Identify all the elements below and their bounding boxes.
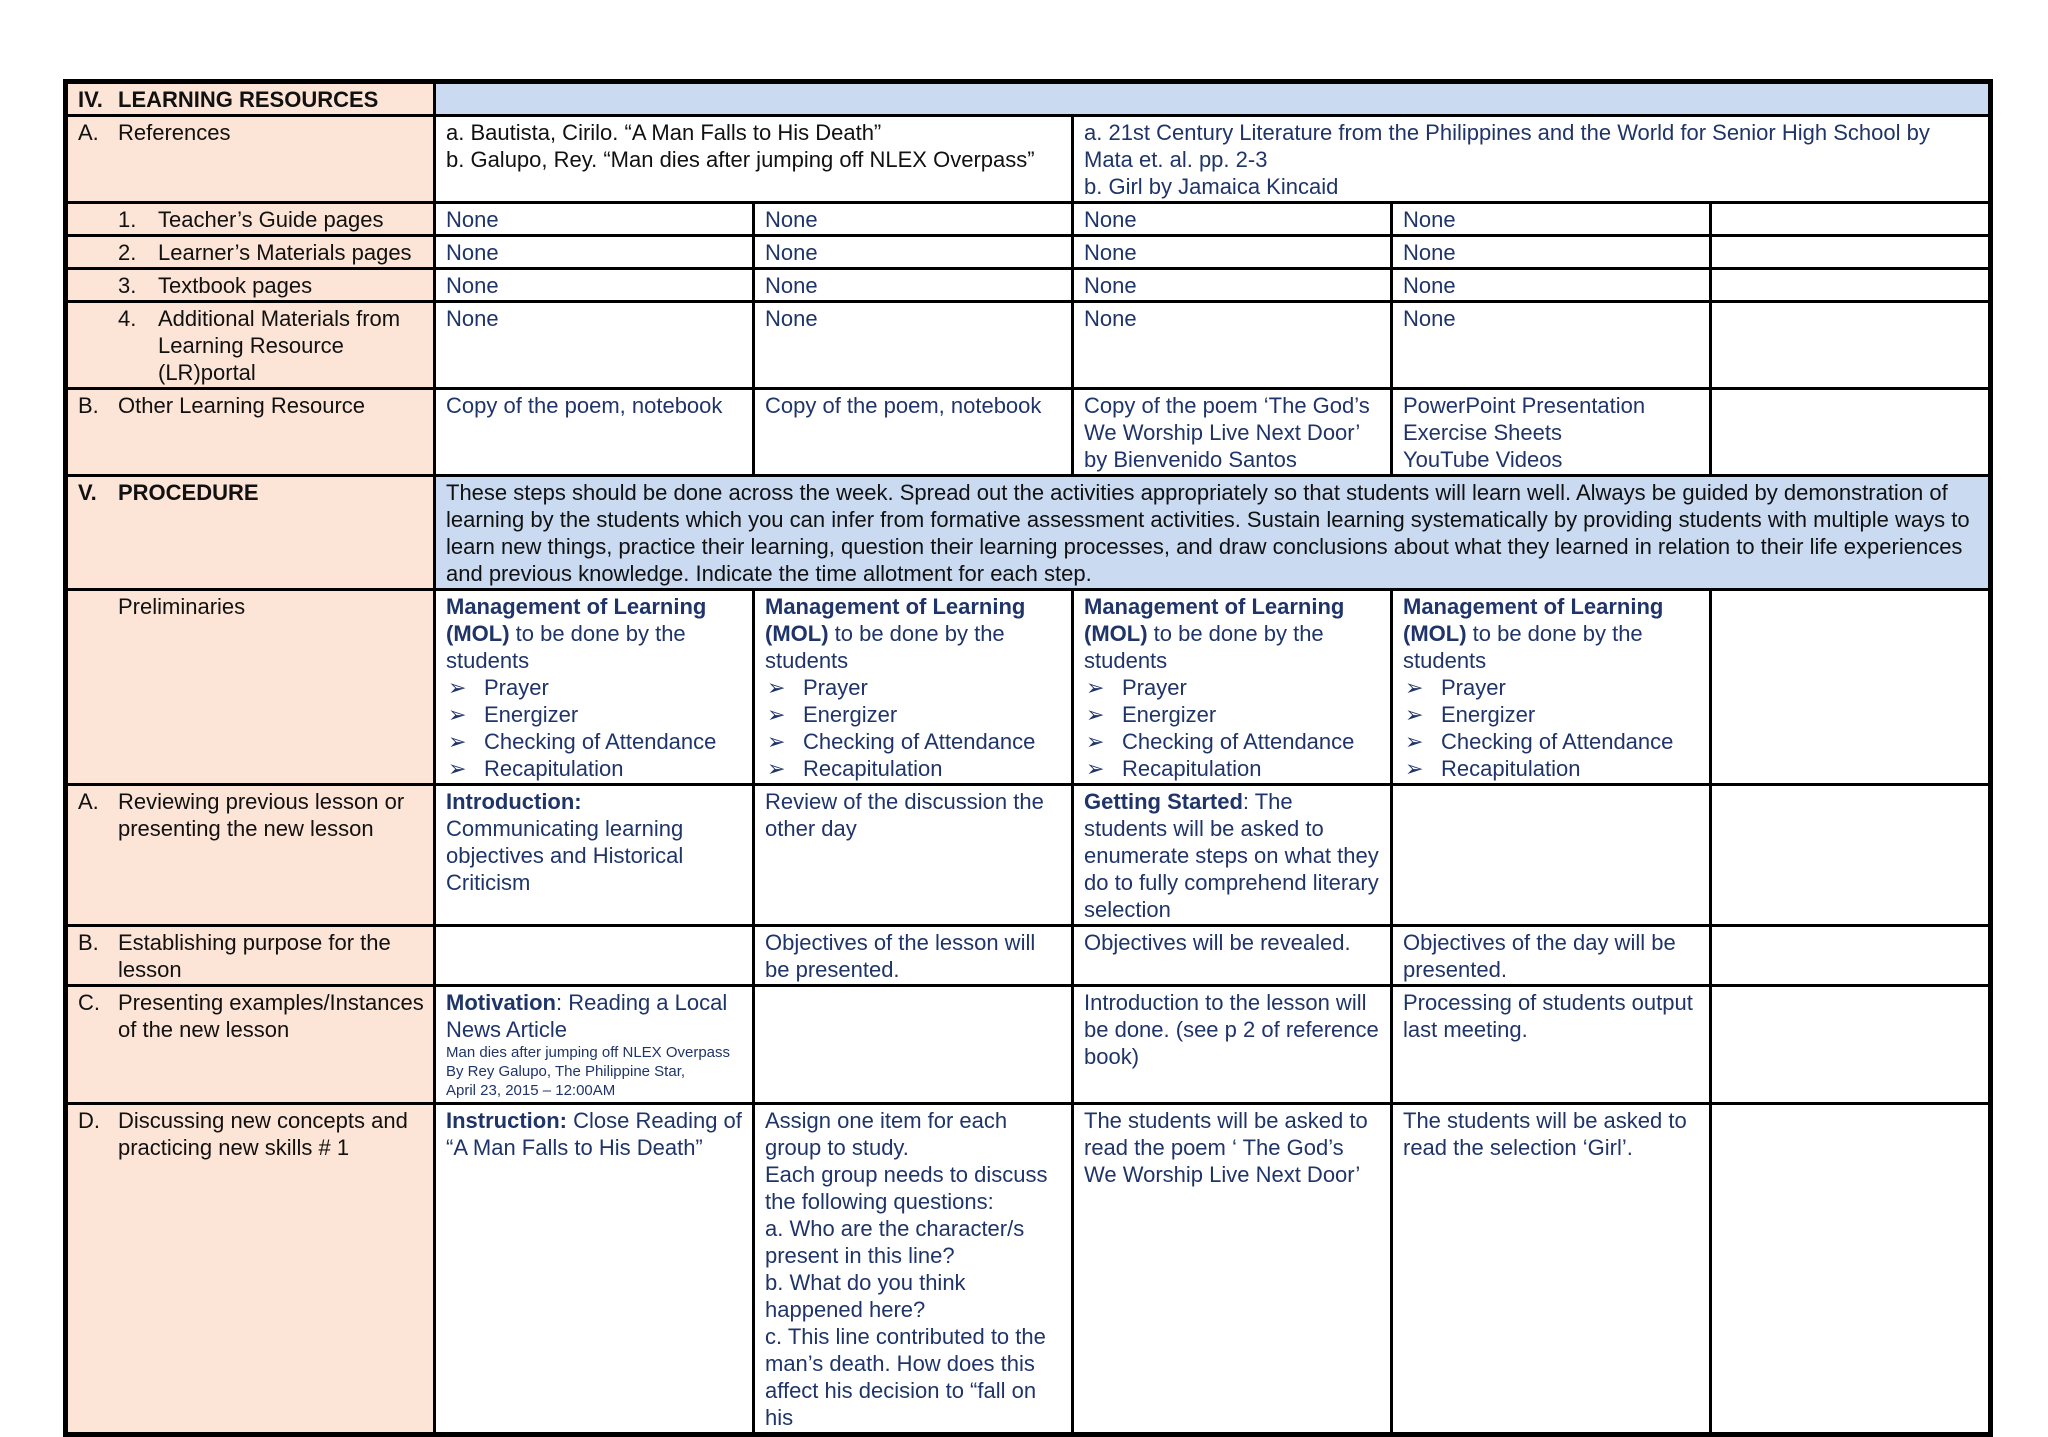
row-a-reviewing xyxy=(66,785,1991,926)
learners-materials-cell-4: None xyxy=(1392,236,1711,269)
list-item: ➢ Checking of Attendance xyxy=(1086,729,1355,754)
row-c-cell-1: Motivation: Reading a Local News Article Man dies after jumping off NLEX Overpass By Rey Galupo, The Philippine Star, April 23, 2015 – 12:00AM xyxy=(435,986,754,1104)
row-a-cell-2: Review of the discussion the other day xyxy=(754,785,1073,926)
learners-materials-cell-2: None xyxy=(754,236,1073,269)
preliminaries-cell-3: Management of Learning (MOL) to be done by the students ➢ Prayer ➢ Energizer ➢ Checking of Attendance ➢ Recapitulation xyxy=(1073,590,1392,785)
row-b-cell-5 xyxy=(1711,926,1991,986)
list-item: ➢ Prayer xyxy=(1086,675,1187,700)
row-b-cell-3: Objectives will be revealed. xyxy=(1073,926,1392,986)
section-v-heading: V. PROCEDURE xyxy=(66,476,435,590)
list-item: ➢ Energizer xyxy=(1405,702,1536,727)
row-a-cell-4 xyxy=(1392,785,1711,926)
teachers-guide-label: 1. Teacher’s Guide pages xyxy=(66,203,435,236)
teachers-guide-row xyxy=(66,203,1991,236)
preliminaries-row xyxy=(66,590,1991,785)
dll-table xyxy=(63,79,1993,1437)
textbook-pages-row xyxy=(66,269,1991,302)
other-resource-cell-1: Copy of the poem, notebook xyxy=(435,389,754,476)
list-item: ➢ Recapitulation xyxy=(1086,756,1262,781)
row-d-label: D. Discussing new concepts and practicing new skills # 1 xyxy=(66,1104,435,1435)
row-b-cell-1 xyxy=(435,926,754,986)
section-iv-band xyxy=(435,82,1991,116)
other-resource-row xyxy=(66,389,1991,476)
references-row xyxy=(66,116,1991,203)
textbook-pages-cell-4: None xyxy=(1392,269,1711,302)
learners-materials-row xyxy=(66,236,1991,269)
row-b-cell-4: Objectives of the day will be presented. xyxy=(1392,926,1711,986)
other-resource-cell-2: Copy of the poem, notebook xyxy=(754,389,1073,476)
list-item: ➢ Energizer xyxy=(448,702,579,727)
learners-materials-cell-3: None xyxy=(1073,236,1392,269)
row-a-cell-3: Getting Started: The students will be asked to enumerate steps on what they do to fully comprehend literary selection xyxy=(1073,785,1392,926)
row-a-cell-1: Introduction: Communicating learning objectives and Historical Criticism xyxy=(435,785,754,926)
textbook-pages-cell-2: None xyxy=(754,269,1073,302)
preliminaries-cell-5 xyxy=(1711,590,1991,785)
teachers-guide-cell-1: None xyxy=(435,203,754,236)
textbook-pages-cell-1: None xyxy=(435,269,754,302)
row-b-cell-2: Objectives of the lesson will be presented. xyxy=(754,926,1073,986)
section-v-header-row xyxy=(66,476,1991,590)
list-item: ➢ Recapitulation xyxy=(1405,756,1581,781)
additional-materials-cell-3: None xyxy=(1073,302,1392,389)
row-c-presenting xyxy=(66,986,1991,1104)
row-c-label: C. Presenting examples/Instances of the new lesson xyxy=(66,986,435,1104)
other-resource-cell-4: PowerPoint Presentation Exercise Sheets YouTube Videos xyxy=(1392,389,1711,476)
row-d-discussing xyxy=(66,1104,1991,1435)
row-d-cell-4: The students will be asked to read the selection ‘Girl’. xyxy=(1392,1104,1711,1435)
list-item: ➢ Energizer xyxy=(1086,702,1217,727)
list-item: ➢ Recapitulation xyxy=(448,756,624,781)
other-resource-cell-5 xyxy=(1711,389,1991,476)
list-item: ➢ Checking of Attendance xyxy=(767,729,1036,754)
row-c-cell-3: Introduction to the lesson will be done. (see p 2 of reference book) xyxy=(1073,986,1392,1104)
row-c-cell-4: Processing of students output last meeting. xyxy=(1392,986,1711,1104)
other-resource-label: B. Other Learning Resource xyxy=(66,389,435,476)
learners-materials-cell-1: None xyxy=(435,236,754,269)
additional-materials-row xyxy=(66,302,1991,389)
additional-materials-label: 4. Additional Materials from Learning Resource (LR)portal xyxy=(66,302,435,389)
row-d-cell-5 xyxy=(1711,1104,1991,1435)
teachers-guide-cell-5 xyxy=(1711,203,1991,236)
list-item: ➢ Checking of Attendance xyxy=(1405,729,1674,754)
teachers-guide-cell-3: None xyxy=(1073,203,1392,236)
preliminaries-cell-2: Management of Learning (MOL) to be done by the students ➢ Prayer ➢ Energizer ➢ Checking of Attendance ➢ Recapitulation xyxy=(754,590,1073,785)
list-item: ➢ Energizer xyxy=(767,702,898,727)
row-d-cell-1: Instruction: Close Reading of “A Man Falls to His Death” xyxy=(435,1104,754,1435)
list-item: ➢ Prayer xyxy=(1405,675,1506,700)
additional-materials-cell-5 xyxy=(1711,302,1991,389)
preliminaries-cell-1: Management of Learning (MOL) to be done by the students ➢ Prayer ➢ Energizer ➢ Checking of Attendance ➢ Recapitulation xyxy=(435,590,754,785)
preliminaries-label: Preliminaries xyxy=(66,590,435,785)
additional-materials-cell-4: None xyxy=(1392,302,1711,389)
references-label: A. References xyxy=(66,116,435,203)
row-b-label: B. Establishing purpose for the lesson xyxy=(66,926,435,986)
textbook-pages-label: 3. Textbook pages xyxy=(66,269,435,302)
learners-materials-label: 2. Learner’s Materials pages xyxy=(66,236,435,269)
additional-materials-cell-1: None xyxy=(435,302,754,389)
textbook-pages-cell-3: None xyxy=(1073,269,1392,302)
row-d-cell-2: Assign one item for each group to study. Each group needs to discuss the following questions: a. Who are the character/s present in this line? b. What do you think happened here? c. This line contributed to the man’s death. How does this affect his decision to “fall on his xyxy=(754,1104,1073,1435)
textbook-pages-cell-5 xyxy=(1711,269,1991,302)
section-iv-heading: IV. LEARNING RESOURCES xyxy=(66,82,435,116)
list-item: ➢ Checking of Attendance xyxy=(448,729,717,754)
list-item: ➢ Prayer xyxy=(767,675,868,700)
references-right: a. 21st Century Literature from the Philippines and the World for Senior High School by Mata et. al. pp. 2-3 b. Girl by Jamaica Kincaid xyxy=(1073,116,1991,203)
teachers-guide-cell-2: None xyxy=(754,203,1073,236)
row-b-establishing xyxy=(66,926,1991,986)
row-d-cell-3: The students will be asked to read the poem ‘ The God’s We Worship Live Next Door’ xyxy=(1073,1104,1392,1435)
references-left: a. Bautista, Cirilo. “A Man Falls to His Death” b. Galupo, Rey. “Man dies after jumping off NLEX Overpass” xyxy=(435,116,1073,203)
other-resource-cell-3: Copy of the poem ‘The God’s We Worship Live Next Door’ by Bienvenido Santos xyxy=(1073,389,1392,476)
learners-materials-cell-5 xyxy=(1711,236,1991,269)
section-iv-header-row xyxy=(66,82,1991,116)
list-item: ➢ Prayer xyxy=(448,675,549,700)
procedure-note: These steps should be done across the week. Spread out the activities appropriately so that students will learn well. Always be guided by demonstration of learning by the students which you can infer from formative assessment activities. Sustain learning systematically by providing students with multiple ways to learn new things, practice their learning, question their learning processes, and draw conclusions about what they learned in relation to their life experiences and previous knowledge. Indicate the time allotment for each step. xyxy=(435,476,1991,590)
row-c-cell-2 xyxy=(754,986,1073,1104)
row-a-label: A. Reviewing previous lesson or presenting the new lesson xyxy=(66,785,435,926)
row-c-cell-5 xyxy=(1711,986,1991,1104)
teachers-guide-cell-4: None xyxy=(1392,203,1711,236)
list-item: ➢ Recapitulation xyxy=(767,756,943,781)
preliminaries-cell-4: Management of Learning (MOL) to be done by the students ➢ Prayer ➢ Energizer ➢ Checking of Attendance ➢ Recapitulation xyxy=(1392,590,1711,785)
row-a-cell-5 xyxy=(1711,785,1991,926)
additional-materials-cell-2: None xyxy=(754,302,1073,389)
